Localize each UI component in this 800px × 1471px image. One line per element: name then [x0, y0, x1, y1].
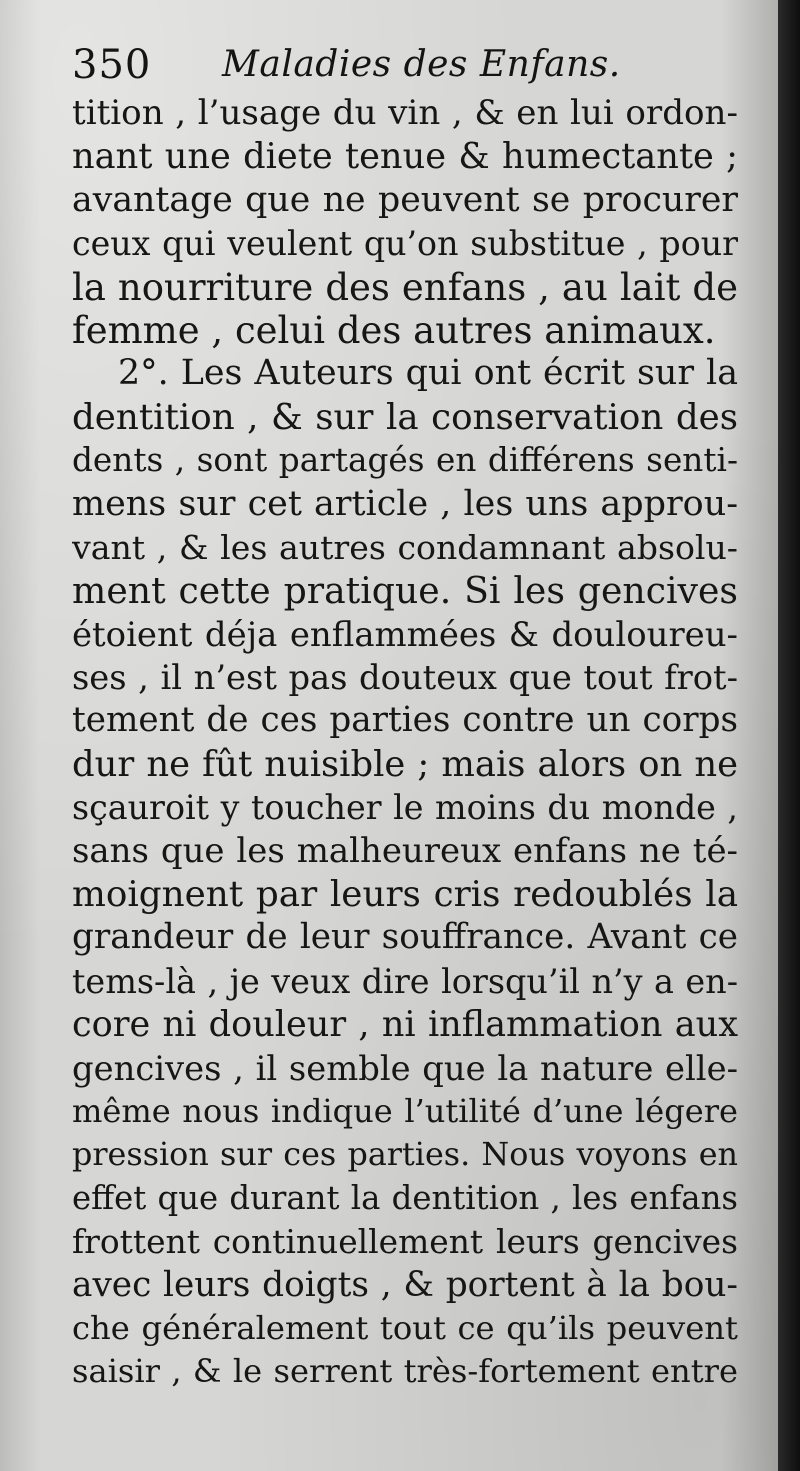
text-line: moignent par leurs cris redoublés la	[72, 874, 738, 916]
text-line: effet que durant la dentition , les enfans	[72, 1178, 738, 1217]
running-head: Maladies des Enfans.	[222, 44, 621, 85]
text-line: gencives , il semble que la nature elle-	[72, 1048, 738, 1088]
body-text	[72, 92, 738, 1394]
text-line: vant , & les autres condamnant absolu-	[72, 527, 738, 567]
text-line: ment cette pratique. Si les gencives	[72, 569, 738, 613]
text-line: mens sur cet article , les uns approu-	[72, 483, 738, 524]
text-line: étoient déja enflammées & douloureu-	[72, 614, 738, 654]
page-number: 350	[72, 42, 152, 88]
book-gutter-shadow	[778, 0, 800, 1471]
text-line: nant une diete tenue & humectante ;	[72, 136, 738, 178]
text-line: dentition , & sur la conservation des	[72, 396, 738, 438]
text-line: même nous indique l’utilité d’une légere	[72, 1091, 738, 1130]
text-line: femme , celui des autres animaux.	[72, 308, 716, 352]
text-line: ceux qui veulent qu’on substitue , pour	[72, 224, 738, 264]
text-line: tition , l’usage du vin , & en lui ordon-	[72, 93, 738, 133]
text-line: saisir , & le serrent très-fortement entre	[72, 1352, 738, 1391]
text-line: dents , sont partagés en différens senti-	[72, 441, 738, 480]
text-line: tems-là , je veux dire lorsqu’il n’y a en-	[72, 961, 738, 1001]
text-line: sçauroit y toucher le moins du monde ,	[72, 788, 738, 828]
text-line: avec leurs doigts , & portent à la bou-	[72, 1264, 738, 1305]
text-line: la nourriture des enfans , au lait de	[72, 265, 738, 309]
text-line: sans que les malheureux enfans ne té-	[72, 830, 738, 871]
text-line: frottent continuellement leurs gencives	[72, 1222, 738, 1262]
text-line: dur ne fût nuisible ; mais alors on ne	[72, 743, 738, 785]
text-line: che généralement tout ce qu’ils peuvent	[72, 1308, 738, 1347]
text-line: core ni douleur , ni inflammation aux	[72, 1004, 738, 1046]
text-line: ses , il n’est pas douteux que tout frot-	[72, 658, 738, 698]
page-header	[72, 40, 752, 100]
text-line: pression sur ces parties. Nous voyons en	[72, 1136, 738, 1174]
text-line: tement de ces parties contre un corps	[72, 700, 738, 741]
text-line: avantage que ne peuvent se procurer	[72, 179, 738, 220]
text-line: grandeur de leur souffrance. Avant ce	[72, 917, 738, 958]
text-line: 2°. Les Auteurs qui ont écrit sur la	[118, 353, 738, 394]
